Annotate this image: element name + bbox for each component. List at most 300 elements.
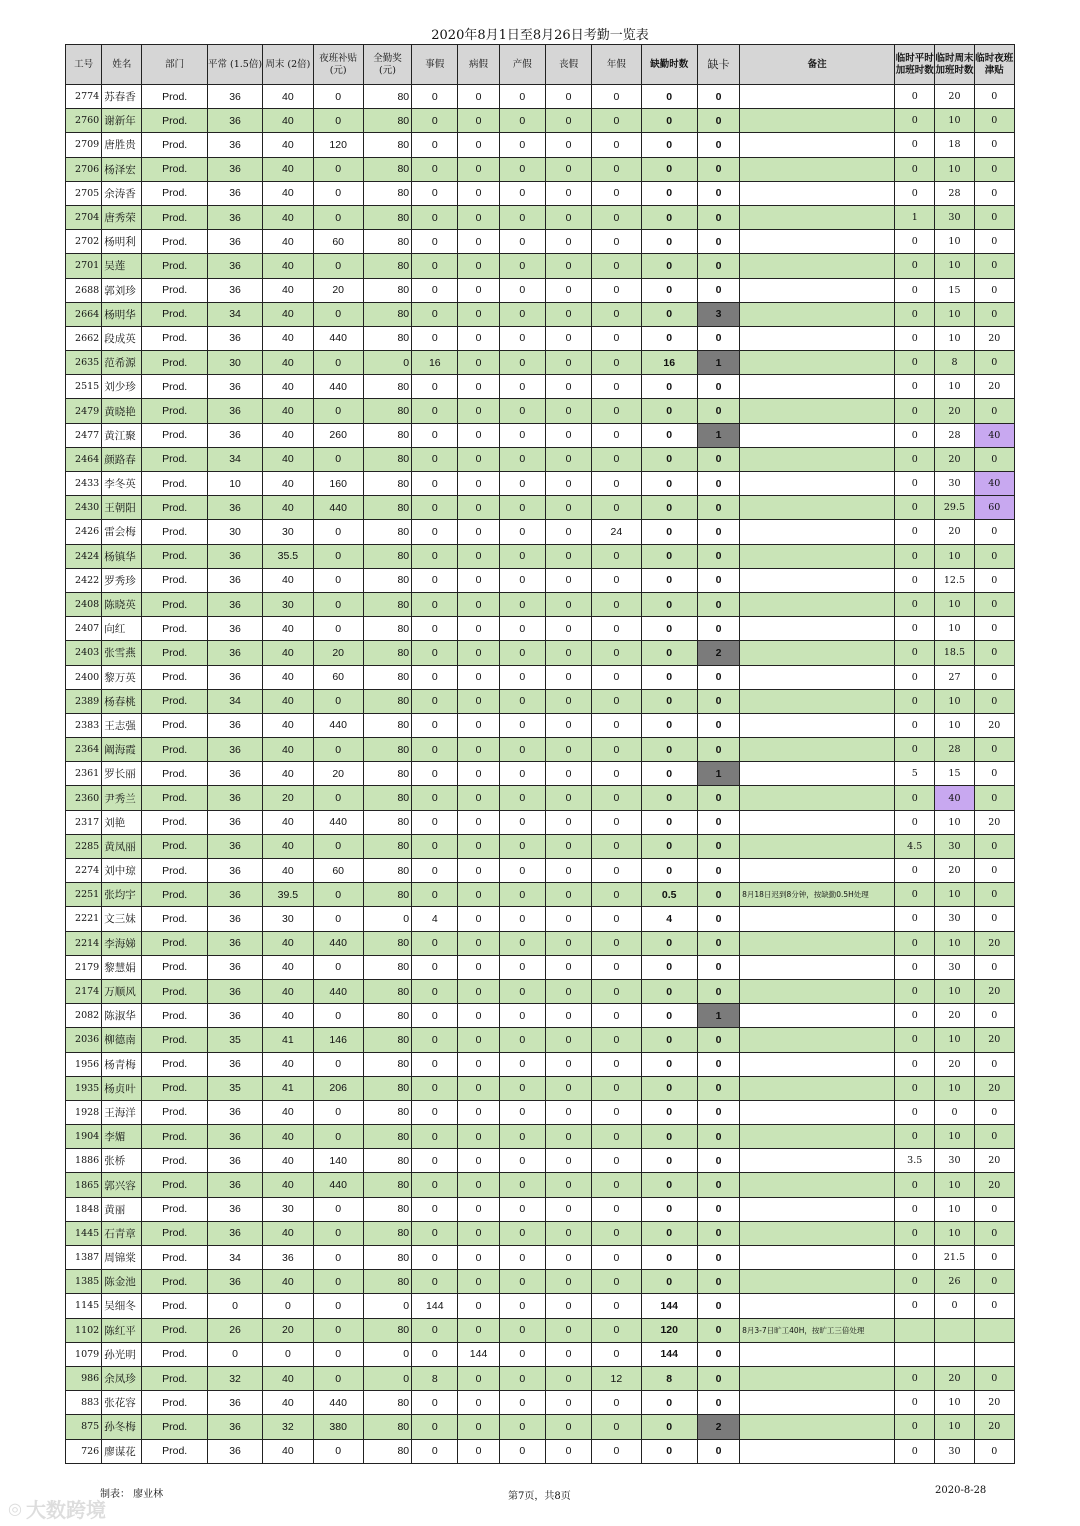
- table-cell: 黎慧娟: [102, 955, 142, 979]
- table-cell: 2317: [66, 810, 102, 834]
- table-cell: 0: [895, 1197, 935, 1221]
- table-cell: [740, 1391, 895, 1415]
- table-cell: 0: [592, 1318, 641, 1342]
- table-cell: 2705: [66, 181, 102, 205]
- table-cell: 40: [263, 762, 313, 786]
- table-cell: 0: [641, 544, 697, 568]
- table-cell: 0: [895, 1439, 935, 1463]
- table-cell: 0: [697, 568, 739, 592]
- table-cell: [740, 568, 895, 592]
- table-cell: 0: [458, 1366, 499, 1390]
- column-header: 临时夜班津贴: [974, 45, 1014, 85]
- table-cell: 10: [935, 1125, 974, 1149]
- table-cell: 0: [895, 1270, 935, 1294]
- table-cell: 0: [545, 762, 591, 786]
- table-row: [66, 133, 1015, 157]
- table-cell: 1145: [66, 1294, 102, 1318]
- table-cell: 0: [412, 834, 458, 858]
- table-cell: 0: [895, 472, 935, 496]
- table-cell: Prod.: [142, 1294, 207, 1318]
- table-cell: 0: [697, 326, 739, 350]
- table-row: [66, 738, 1015, 762]
- table-cell: 0: [641, 931, 697, 955]
- table-cell: 440: [313, 375, 363, 399]
- table-cell: 郭兴容: [102, 1173, 142, 1197]
- table-cell: 2515: [66, 375, 102, 399]
- table-cell: 0: [592, 1197, 641, 1221]
- table-cell: 0: [545, 278, 591, 302]
- table-cell: 0: [974, 1366, 1014, 1390]
- table-cell: 范希源: [102, 351, 142, 375]
- table-cell: 35.5: [263, 544, 313, 568]
- table-cell: 0: [592, 762, 641, 786]
- table-cell: 0: [641, 205, 697, 229]
- table-cell: 10: [935, 713, 974, 737]
- table-cell: 440: [313, 979, 363, 1003]
- table-cell: 30: [263, 592, 313, 616]
- table-cell: 0: [697, 254, 739, 278]
- table-cell: 0: [545, 1246, 591, 1270]
- table-cell: 2662: [66, 326, 102, 350]
- table-cell: Prod.: [142, 1100, 207, 1124]
- table-cell: 0: [895, 1415, 935, 1439]
- table-cell: 10: [935, 375, 974, 399]
- table-cell: 440: [313, 713, 363, 737]
- table-cell: 0: [313, 254, 363, 278]
- table-cell: 0: [697, 738, 739, 762]
- table-cell: 0: [458, 689, 499, 713]
- table-cell: 80: [363, 1076, 411, 1100]
- table-cell: 0: [545, 1028, 591, 1052]
- table-cell: 0: [545, 1366, 591, 1390]
- table-cell: Prod.: [142, 1318, 207, 1342]
- table-cell: 唐秀荣: [102, 205, 142, 229]
- table-cell: Prod.: [142, 713, 207, 737]
- table-cell: 0: [592, 85, 641, 109]
- table-cell: Prod.: [142, 979, 207, 1003]
- table-cell: 0: [458, 472, 499, 496]
- table-cell: 0: [592, 496, 641, 520]
- table-cell: 0: [313, 1270, 363, 1294]
- table-cell: 0: [499, 1415, 545, 1439]
- table-cell: 36: [207, 1270, 262, 1294]
- table-cell: 0: [895, 254, 935, 278]
- table-row: [66, 1294, 1015, 1318]
- table-cell: 0: [697, 1052, 739, 1076]
- table-cell: 144: [412, 1294, 458, 1318]
- table-cell: 34: [207, 1246, 262, 1270]
- table-cell: 0: [458, 1221, 499, 1245]
- table-cell: 0: [895, 399, 935, 423]
- table-cell: 0: [641, 230, 697, 254]
- table-cell: 36: [207, 1173, 262, 1197]
- table-cell: 30: [207, 520, 262, 544]
- table-cell: 36: [207, 568, 262, 592]
- table-cell: 0: [895, 955, 935, 979]
- table-cell: 10: [935, 326, 974, 350]
- table-row: [66, 375, 1015, 399]
- table-cell: 0: [697, 1028, 739, 1052]
- table-cell: [740, 1270, 895, 1294]
- table-cell: 0: [641, 423, 697, 447]
- table-cell: 0: [641, 834, 697, 858]
- table-cell: 26: [935, 1270, 974, 1294]
- table-cell: 36: [207, 205, 262, 229]
- table-cell: 20: [974, 1028, 1014, 1052]
- table-cell: 0: [263, 1342, 313, 1366]
- table-cell: 0: [697, 1173, 739, 1197]
- table-cell: 80: [363, 1004, 411, 1028]
- table-cell: 颜路春: [102, 447, 142, 471]
- table-cell: 146: [313, 1028, 363, 1052]
- table-cell: 0: [895, 157, 935, 181]
- table-cell: 2403: [66, 641, 102, 665]
- table-cell: 986: [66, 1366, 102, 1390]
- table-cell: 2221: [66, 907, 102, 931]
- table-cell: 40: [263, 859, 313, 883]
- table-cell: 5: [895, 762, 935, 786]
- table-cell: 0: [592, 157, 641, 181]
- table-cell: 向红: [102, 617, 142, 641]
- table-cell: 廖谋花: [102, 1439, 142, 1463]
- table-cell: Prod.: [142, 472, 207, 496]
- table-cell: 0: [974, 689, 1014, 713]
- table-cell: 10: [935, 1415, 974, 1439]
- table-cell: 2364: [66, 738, 102, 762]
- table-cell: 40: [974, 423, 1014, 447]
- table-row: [66, 254, 1015, 278]
- table-cell: 30: [935, 472, 974, 496]
- table-row: [66, 520, 1015, 544]
- table-cell: [740, 520, 895, 544]
- table-cell: 0: [545, 496, 591, 520]
- table-cell: 0: [458, 133, 499, 157]
- table-cell: 20: [974, 1076, 1014, 1100]
- table-row: [66, 1366, 1015, 1390]
- table-cell: 10: [935, 1221, 974, 1245]
- table-cell: 0: [458, 278, 499, 302]
- table-cell: 2285: [66, 834, 102, 858]
- table-cell: 80: [363, 738, 411, 762]
- table-cell: 80: [363, 520, 411, 544]
- table-cell: 30: [935, 834, 974, 858]
- table-cell: 0: [895, 907, 935, 931]
- column-header: 周末 (2倍): [263, 45, 313, 85]
- table-cell: Prod.: [142, 181, 207, 205]
- table-cell: 10: [935, 1391, 974, 1415]
- table-cell: 40: [263, 955, 313, 979]
- table-cell: 0: [412, 1028, 458, 1052]
- table-cell: 0: [974, 1294, 1014, 1318]
- table-cell: 0: [545, 1415, 591, 1439]
- table-cell: 20: [974, 1415, 1014, 1439]
- table-cell: 380: [313, 1415, 363, 1439]
- table-cell: 孙冬梅: [102, 1415, 142, 1439]
- table-cell: 24: [592, 520, 641, 544]
- column-header: 病假: [458, 45, 499, 85]
- table-cell: 40: [263, 1052, 313, 1076]
- table-cell: [740, 834, 895, 858]
- table-cell: 0: [545, 1439, 591, 1463]
- table-cell: 36: [207, 665, 262, 689]
- table-cell: 段成英: [102, 326, 142, 350]
- table-cell: 80: [363, 786, 411, 810]
- table-cell: 0: [935, 1100, 974, 1124]
- table-cell: 0: [499, 1100, 545, 1124]
- table-cell: 0: [641, 1149, 697, 1173]
- table-cell: Prod.: [142, 1342, 207, 1366]
- table-cell: 20: [935, 1052, 974, 1076]
- table-cell: 36: [207, 859, 262, 883]
- table-cell: 0: [458, 859, 499, 883]
- table-cell: Prod.: [142, 351, 207, 375]
- table-cell: 8月18日迟到8分钟，按缺勤0.5H处理: [740, 883, 895, 907]
- table-cell: 刘中琼: [102, 859, 142, 883]
- column-header: 姓名: [102, 45, 142, 85]
- table-cell: 0: [592, 1342, 641, 1366]
- table-row: [66, 109, 1015, 133]
- table-cell: 36: [207, 230, 262, 254]
- table-cell: 0: [641, 810, 697, 834]
- table-cell: 0: [545, 738, 591, 762]
- table-cell: 0: [592, 1415, 641, 1439]
- table-cell: 0: [499, 1439, 545, 1463]
- table-cell: 0: [545, 302, 591, 326]
- table-cell: 0: [697, 955, 739, 979]
- table-cell: 1928: [66, 1100, 102, 1124]
- table-cell: Prod.: [142, 544, 207, 568]
- table-cell: 0: [545, 1173, 591, 1197]
- table-cell: 0: [458, 810, 499, 834]
- table-cell: 35: [207, 1028, 262, 1052]
- table-cell: 80: [363, 1246, 411, 1270]
- table-cell: 2709: [66, 133, 102, 157]
- table-cell: 0: [697, 1221, 739, 1245]
- table-cell: 0: [412, 1173, 458, 1197]
- table-cell: 10: [935, 302, 974, 326]
- table-cell: 36: [207, 85, 262, 109]
- table-cell: 0: [458, 1246, 499, 1270]
- table-cell: 80: [363, 254, 411, 278]
- table-cell: 0: [592, 689, 641, 713]
- table-cell: 36: [207, 907, 262, 931]
- table-cell: [740, 1342, 895, 1366]
- table-row: [66, 786, 1015, 810]
- table-cell: 260: [313, 423, 363, 447]
- table-cell: 8: [412, 1366, 458, 1390]
- table-cell: 0: [545, 520, 591, 544]
- table-cell: [740, 230, 895, 254]
- table-cell: 0: [458, 665, 499, 689]
- table-cell: 2: [697, 1415, 739, 1439]
- table-cell: 883: [66, 1391, 102, 1415]
- table-cell: 30: [263, 1197, 313, 1221]
- table-cell: 0: [592, 1439, 641, 1463]
- table-cell: 32: [263, 1415, 313, 1439]
- table-row: [66, 302, 1015, 326]
- table-cell: 0: [641, 617, 697, 641]
- table-cell: 0: [697, 399, 739, 423]
- table-cell: 10: [935, 979, 974, 1003]
- table-cell: 40: [263, 568, 313, 592]
- table-cell: 2274: [66, 859, 102, 883]
- table-cell: 0: [412, 1415, 458, 1439]
- table-cell: 80: [363, 641, 411, 665]
- table-row: [66, 665, 1015, 689]
- table-cell: 0: [412, 133, 458, 157]
- table-cell: 0: [458, 302, 499, 326]
- table-cell: 0: [974, 834, 1014, 858]
- table-cell: 0: [545, 230, 591, 254]
- table-cell: 0: [458, 1270, 499, 1294]
- table-cell: 0: [592, 1028, 641, 1052]
- table-cell: [740, 1366, 895, 1390]
- table-cell: 谢新年: [102, 109, 142, 133]
- table-cell: 30: [263, 520, 313, 544]
- table-cell: 0: [499, 1391, 545, 1415]
- table-cell: 1079: [66, 1342, 102, 1366]
- table-cell: 0: [974, 302, 1014, 326]
- table-cell: 陈金池: [102, 1270, 142, 1294]
- table-cell: 40: [263, 109, 313, 133]
- table-cell: [740, 689, 895, 713]
- table-cell: 36: [207, 423, 262, 447]
- table-cell: 80: [363, 1028, 411, 1052]
- table-cell: 36: [207, 955, 262, 979]
- table-cell: 0: [641, 1028, 697, 1052]
- table-cell: 36: [207, 1004, 262, 1028]
- table-cell: Prod.: [142, 617, 207, 641]
- table-cell: 0: [974, 762, 1014, 786]
- table-row: [66, 1342, 1015, 1366]
- table-cell: 0: [313, 1342, 363, 1366]
- table-cell: 20: [313, 762, 363, 786]
- table-cell: Prod.: [142, 810, 207, 834]
- table-cell: 0: [499, 544, 545, 568]
- table-cell: 0: [697, 1076, 739, 1100]
- table-cell: 40: [263, 157, 313, 181]
- column-header: 备注: [740, 45, 895, 85]
- table-cell: 0: [895, 883, 935, 907]
- table-cell: 36: [207, 133, 262, 157]
- table-cell: 0: [641, 1415, 697, 1439]
- table-cell: Prod.: [142, 641, 207, 665]
- table-cell: 36: [207, 1221, 262, 1245]
- table-cell: 27: [935, 665, 974, 689]
- table-row: [66, 1125, 1015, 1149]
- table-cell: 0: [412, 1076, 458, 1100]
- table-row: [66, 834, 1015, 858]
- table-cell: 3.5: [895, 1149, 935, 1173]
- table-cell: 40: [263, 423, 313, 447]
- table-cell: Prod.: [142, 423, 207, 447]
- table-cell: [740, 1052, 895, 1076]
- table-cell: 1: [697, 351, 739, 375]
- table-cell: 0: [895, 351, 935, 375]
- table-cell: [935, 1318, 974, 1342]
- table-cell: 0: [458, 544, 499, 568]
- table-cell: 1387: [66, 1246, 102, 1270]
- table-cell: [740, 955, 895, 979]
- table-cell: [740, 1076, 895, 1100]
- table-cell: 30: [263, 907, 313, 931]
- table-cell: 0: [499, 1125, 545, 1149]
- table-cell: 0: [545, 713, 591, 737]
- table-cell: 0: [412, 859, 458, 883]
- table-cell: 80: [363, 834, 411, 858]
- table-cell: 0: [641, 955, 697, 979]
- table-cell: 0: [363, 1366, 411, 1390]
- table-cell: 0: [313, 447, 363, 471]
- table-cell: 0: [545, 1076, 591, 1100]
- table-cell: 杨镇华: [102, 544, 142, 568]
- table-cell: 2400: [66, 665, 102, 689]
- table-cell: 黎万英: [102, 665, 142, 689]
- table-cell: Prod.: [142, 326, 207, 350]
- table-cell: 0: [974, 1246, 1014, 1270]
- table-row: [66, 568, 1015, 592]
- table-cell: 12: [592, 1366, 641, 1390]
- table-cell: 0: [641, 1246, 697, 1270]
- table-cell: 0: [641, 496, 697, 520]
- table-cell: 0: [592, 1004, 641, 1028]
- table-cell: 0: [895, 109, 935, 133]
- table-cell: 0: [545, 931, 591, 955]
- table-cell: 0: [697, 544, 739, 568]
- table-cell: Prod.: [142, 447, 207, 471]
- table-cell: 0: [412, 810, 458, 834]
- table-cell: 36: [207, 738, 262, 762]
- table-cell: 0: [412, 1149, 458, 1173]
- table-cell: 0: [641, 1052, 697, 1076]
- table-cell: 0: [499, 810, 545, 834]
- table-cell: 0: [458, 85, 499, 109]
- table-cell: 26: [207, 1318, 262, 1342]
- table-cell: 0: [895, 786, 935, 810]
- table-cell: 0: [545, 375, 591, 399]
- table-cell: 40: [263, 278, 313, 302]
- table-cell: 0: [499, 1149, 545, 1173]
- table-cell: 0: [592, 1149, 641, 1173]
- table-cell: Prod.: [142, 1125, 207, 1149]
- table-cell: 0: [641, 85, 697, 109]
- table-cell: Prod.: [142, 85, 207, 109]
- table-cell: Prod.: [142, 1028, 207, 1052]
- table-cell: 0: [363, 907, 411, 931]
- table-cell: 60: [974, 496, 1014, 520]
- table-cell: 张桥: [102, 1149, 142, 1173]
- table-cell: Prod.: [142, 592, 207, 616]
- table-cell: 0: [592, 810, 641, 834]
- table-cell: 41: [263, 1028, 313, 1052]
- table-cell: 0: [412, 1197, 458, 1221]
- table-cell: [935, 1342, 974, 1366]
- table-cell: Prod.: [142, 1439, 207, 1463]
- table-cell: [740, 254, 895, 278]
- table-cell: 0: [499, 230, 545, 254]
- table-cell: 60: [313, 230, 363, 254]
- table-cell: 0: [363, 351, 411, 375]
- table-cell: 2426: [66, 520, 102, 544]
- table-cell: 0: [499, 713, 545, 737]
- table-cell: 0: [974, 85, 1014, 109]
- table-cell: 0: [697, 1246, 739, 1270]
- table-cell: [974, 1342, 1014, 1366]
- table-row: [66, 1246, 1015, 1270]
- table-cell: 0: [641, 278, 697, 302]
- table-cell: 0: [641, 568, 697, 592]
- table-cell: 20: [935, 859, 974, 883]
